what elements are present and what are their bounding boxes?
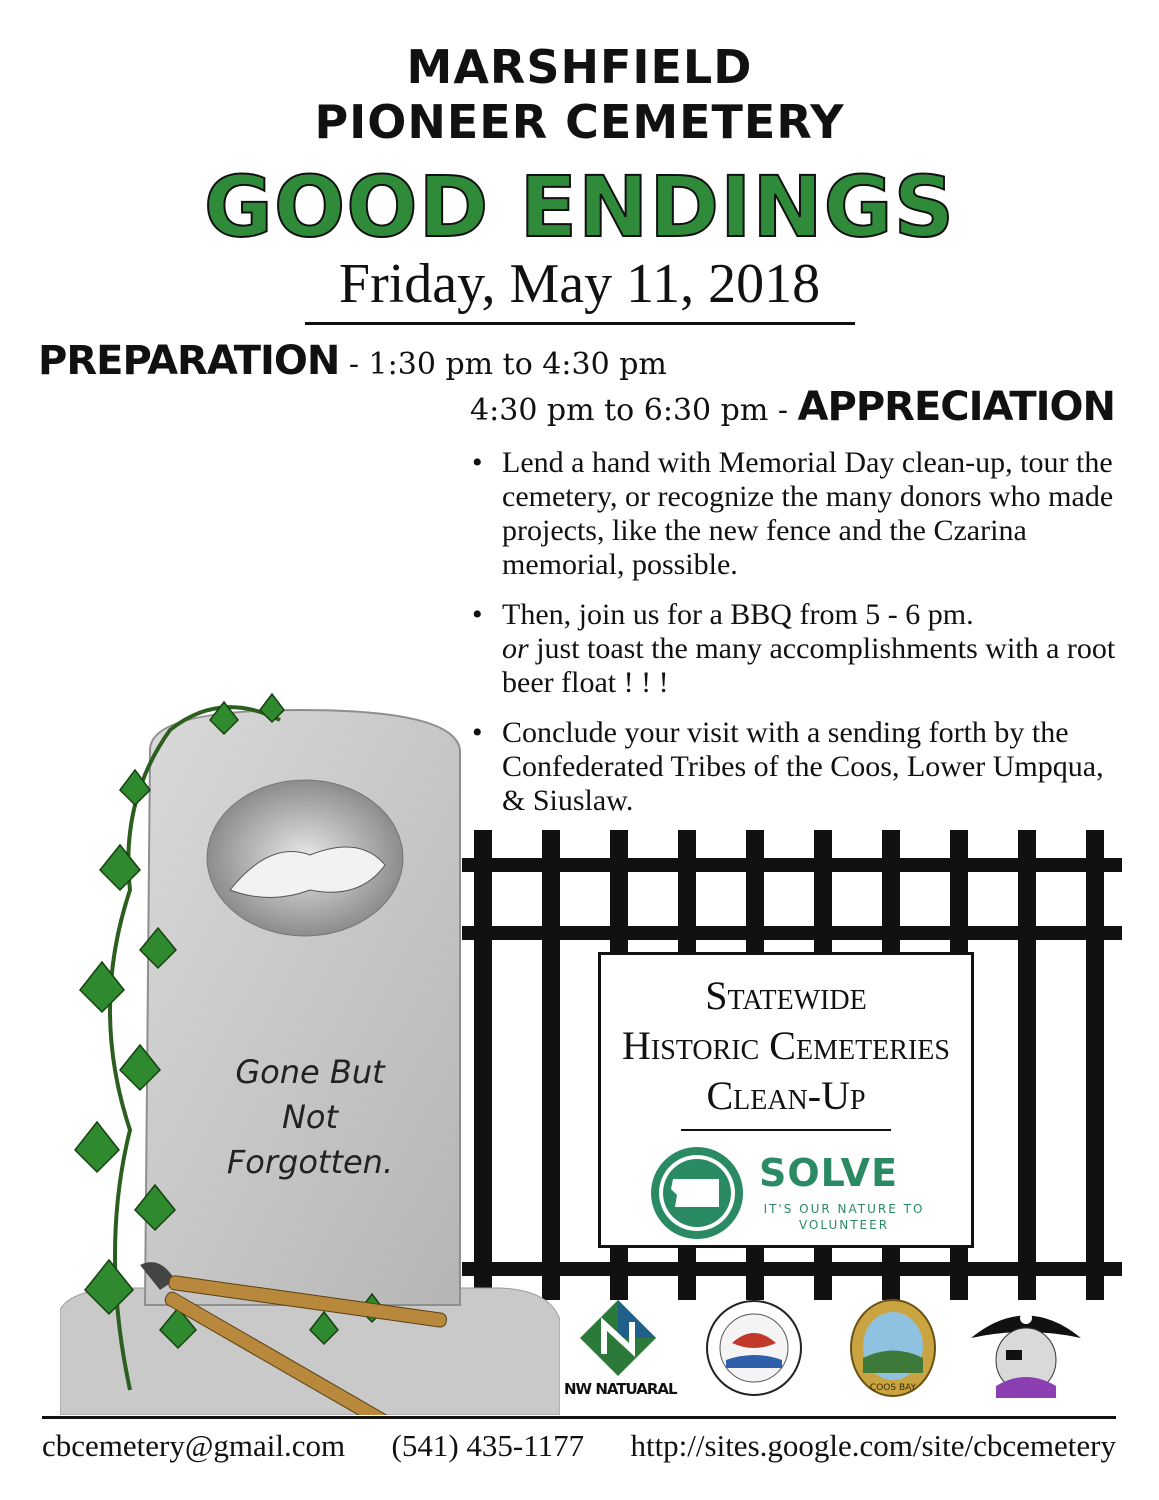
appreciation-time: 4:30 pm to 6:30 pm - <box>470 393 798 428</box>
solve-tagline-2: VOLUNTEER <box>798 1218 890 1232</box>
bullet-text-2-prefix: Then, <box>502 598 579 631</box>
date-underline <box>305 322 855 325</box>
epitaph-line1: Gone But <box>235 1053 385 1091</box>
epitaph-line2: Not <box>281 1098 339 1136</box>
confederated-tribes-seal-icon <box>704 1298 804 1398</box>
solve-wordmark: SOLVE <box>759 1151 899 1195</box>
oregon-state-icon <box>649 1145 745 1241</box>
contact-phone: (541) 435-1177 <box>391 1428 585 1463</box>
bullet-list <box>472 446 1122 834</box>
bullet-text-3: Conclude your visit with a sending forth by the Confederated Tribes of the Coos, Lower Umpqua, & Siuslaw. <box>502 716 1104 817</box>
sign-divider <box>681 1129 891 1131</box>
pirate-mascot-icon <box>966 1298 1086 1398</box>
appreciation-label: APPRECIATION <box>797 384 1115 430</box>
coos-bay-label: COOS BAY <box>869 1383 917 1393</box>
sign-line3: Clean-Up <box>706 1073 866 1118</box>
solve-tagline-1: IT'S OUR NATURE TO <box>763 1202 925 1216</box>
contact-url[interactable]: http://sites.google.com/site/cbcemetery <box>630 1428 1116 1463</box>
bullet-item-2 <box>472 598 1122 700</box>
bullet-or-word: or <box>502 632 529 665</box>
bullet-dot-icon: • <box>472 446 483 479</box>
preparation-label: PREPARATION <box>38 338 340 384</box>
bullet-text-2-rest: just toast the many accomplishments with a root beer float ! ! ! <box>502 632 1116 699</box>
preparation-line <box>38 338 667 384</box>
cleanup-sign <box>598 952 974 1248</box>
bullet-text-1: Lend a hand with Memorial Day clean-up, tour the cemetery, or recognize the many donors who made projects, like the new fence and the Czarina memorial, possible. <box>502 446 1114 581</box>
headline: GOOD ENDINGS <box>203 158 956 256</box>
preparation-time: - 1:30 pm to 4:30 pm <box>339 347 667 382</box>
coos-bay-seal-icon <box>848 1298 938 1398</box>
footer-divider <box>42 1416 1116 1419</box>
title-line2: PIONEER CEMETERY <box>314 95 845 149</box>
footer-contact <box>42 1428 1116 1464</box>
title-line1: MARSHFIELD <box>406 40 753 94</box>
solve-tagline <box>759 1201 929 1233</box>
bullet-item-3 <box>472 716 1122 818</box>
contact-email[interactable]: cbcemetery@gmail.com <box>42 1428 346 1463</box>
nw-natural-label: NW NATUARAL <box>564 1380 677 1398</box>
appreciation-line <box>470 384 1115 430</box>
event-date: Friday, May 11, 2018 <box>338 253 821 315</box>
nw-natural-logo-icon <box>578 1298 658 1378</box>
epitaph-line3: Forgotten. <box>226 1143 394 1181</box>
bullet-dot-icon: • <box>472 598 483 631</box>
bullet-text-2: join us for a BBQ from 5 - 6 pm. <box>578 598 974 631</box>
bullet-dot-icon: • <box>472 716 483 749</box>
epitaph <box>170 1050 450 1185</box>
sign-line1: Statewide <box>705 973 867 1018</box>
sign-line2: Historic Cemeteries <box>622 1023 950 1068</box>
bullet-item-1 <box>472 446 1122 582</box>
